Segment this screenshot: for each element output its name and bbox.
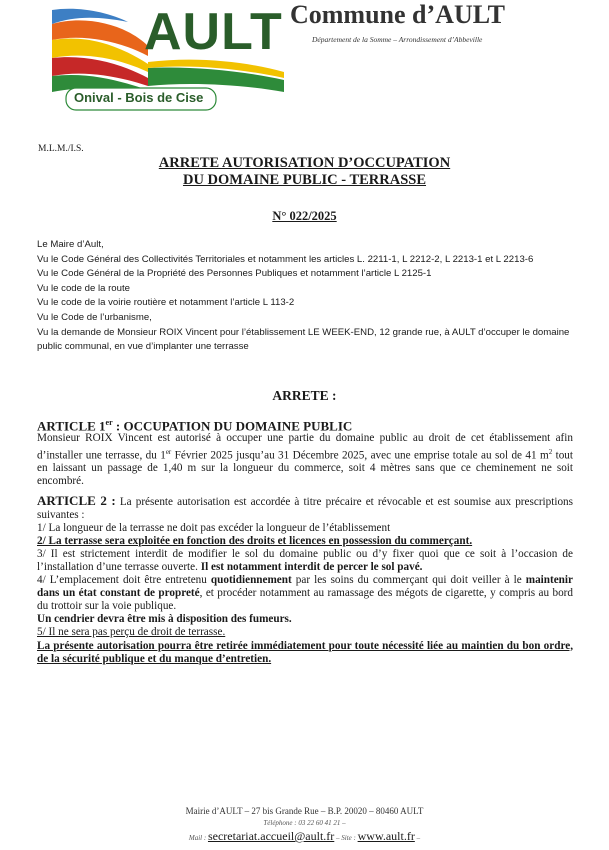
preamble xyxy=(37,238,575,355)
article2-withdrawal: La présente autorisation pourra être retirée immédiatement pour toute nécessité liée au maintien du bon ordre, de la sécurité publique et du manque d’entretien. xyxy=(37,639,573,665)
article1-text: Monsieur ROIX Vincent est autorisé à occuper une partie du domaine public au droit de cet établissement afin d’installer une terrasse, du 1er Février 2025 jusqu’au 31 Décembre 2025, avec une emprise totale au sol de 41 $m^2$ tout en laissant un passage de 1,40 m sur la longueur du commerce, soit 4 mètres sans que ce cheminement ne soit encombré. xyxy=(37,432,573,488)
commune-logo xyxy=(48,3,288,114)
document-title xyxy=(0,155,609,189)
article1-title: ARTICLE 1er : OCCUPATION DU DOMAINE PUBLIC xyxy=(37,418,353,434)
preamble-line: Vu le Code de l’urbanisme, xyxy=(37,311,152,323)
article2-label: ARTICLE 2 : xyxy=(37,492,116,508)
decree-number: N° 022/2025 xyxy=(272,209,337,223)
article2-intro: ARTICLE 2 : La présente autorisation est accordée à titre précaire et révocable et est soumise aux prescriptions suivantes : xyxy=(37,492,573,521)
article2-item-2: 2/ La terrasse sera exploitée en fonction des droits et licences en possession du commerçant. xyxy=(37,534,473,547)
footer-address: Mairie d’AULT – 27 bis Grande Rue – B.P. 20020 – 80460 AULT xyxy=(185,806,424,816)
title-line-1: ARRETE AUTORISATION D’OCCUPATION xyxy=(158,155,451,171)
title-line-2: DU DOMAINE PUBLIC - TERRASSE xyxy=(182,172,427,188)
article2-item-3: 3/ Il est strictement interdit de modifier le sol du domaine public ou d’y fixer quoi que ce soit à l’occasion de l’installation d’une terrasse ouverte. Il est notamment interdit de percer le sol pavé. xyxy=(37,547,573,573)
logo-subtitle: Onival - Bois de Cise xyxy=(74,90,204,105)
preamble-line: Vu la demande de Monsieur ROIX Vincent pour l’établissement LE WEEK-END, 12 grande rue, à AULT d’occuper le domaine public communal, en vue d’implanter une terrasse xyxy=(37,326,570,353)
footer-phone: Téléphone : 03 22 60 41 21 – xyxy=(263,819,346,827)
article2-item-5: 5/ Il ne sera pas perçu de droit de terrasse. xyxy=(37,626,226,639)
preamble-line: Vu le Code Général de la Propriété des Personnes Publiques et notamment l’article L 2125-1 xyxy=(37,268,432,280)
preamble-line: Le Maire d’Ault, xyxy=(37,239,104,250)
department-line: Département de la Somme – Arrondissement d’Abbeville xyxy=(312,35,483,44)
preamble-line: Vu le Code Général des Collectivités Territoriales et notamment les articles L. 2211-1, L 2212-2, L 2213-1 et L 2213-6 xyxy=(37,253,534,265)
footer-contact: Mail : secretariat.accueil@ault.fr – Site : www.ault.fr – xyxy=(188,829,421,843)
reference: M.L.M./I.S. xyxy=(38,144,84,154)
footer-email-link[interactable]: secretariat.accueil@ault.fr xyxy=(207,829,335,843)
articles xyxy=(37,416,573,666)
logo-text: AULT xyxy=(144,3,283,61)
footer-site-link[interactable]: www.ault.fr xyxy=(357,829,415,843)
article2-item-4: 4/ L’emplacement doit être entretenu quotidiennement par les soins du commerçant qui doit veiller à le maintenir dans un état constant de propreté, et procéder notamment au ramassage des mégots de cigarette, y compris au bord du trottoir sur la voie publique. xyxy=(37,574,574,613)
arrete-heading: ARRETE : xyxy=(272,388,337,403)
article2-ashtray: Un cendrier devra être mis à disposition des fumeurs. xyxy=(37,613,292,626)
preamble-line: Vu le code de la route xyxy=(37,282,130,294)
preamble-line: Vu le code de la voirie routière et notamment l’article L 113-2 xyxy=(37,297,295,309)
commune-name: Commune d’AULT xyxy=(290,0,506,29)
article2-item-1: 1/ La longueur de la terrasse ne doit pas excéder la longueur de l’établissement xyxy=(37,521,391,534)
